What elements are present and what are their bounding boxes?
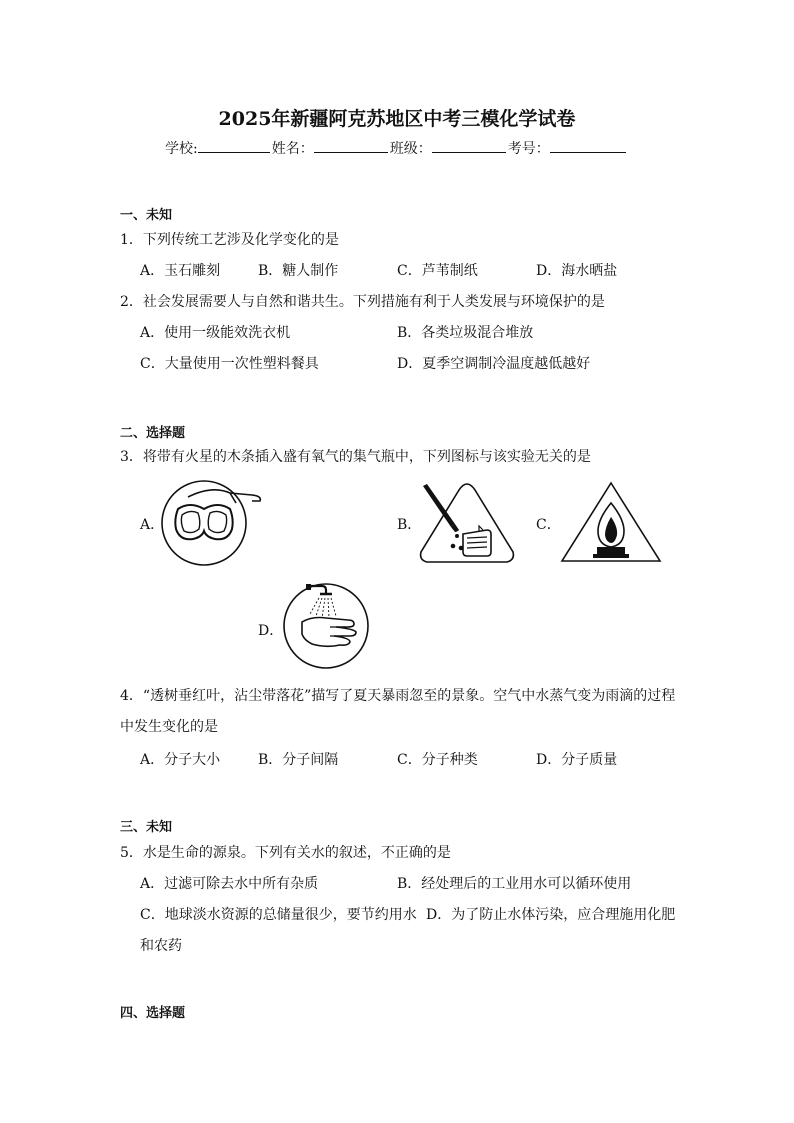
option-a[interactable]: A．过滤可除去水中所有杂质 bbox=[140, 876, 319, 892]
option-c[interactable]: C．大量使用一次性塑料餐具 bbox=[140, 356, 319, 372]
section-heading: 二、选择题 bbox=[120, 426, 186, 441]
question-stem: 2．社会发展需要人与自然和谐共生。下列措施有利于人类发展与环境保护的是 bbox=[120, 294, 605, 310]
goggles-icon[interactable] bbox=[160, 479, 270, 569]
wash-hands-icon[interactable] bbox=[282, 582, 372, 672]
option-d[interactable]: D．分子质量 bbox=[536, 752, 618, 768]
school-blank[interactable] bbox=[198, 140, 270, 153]
option-b[interactable]: B．分子间隔 bbox=[258, 752, 339, 768]
option-b[interactable]: B．糖人制作 bbox=[258, 263, 339, 279]
option-c[interactable]: C．芦苇制纸 bbox=[397, 263, 478, 279]
corrosive-hand-icon[interactable] bbox=[417, 480, 517, 566]
question-stem: 5．水是生命的源泉。下列有关水的叙述，不正确的是 bbox=[120, 845, 451, 861]
option-d-label[interactable]: D． bbox=[258, 623, 284, 639]
option-d[interactable]: D．夏季空调制冷温度越低越好 bbox=[397, 356, 591, 372]
class-blank[interactable] bbox=[432, 140, 506, 153]
question-stem: 1．下列传统工艺涉及化学变化的是 bbox=[120, 232, 339, 248]
section-heading: 三、未知 bbox=[120, 820, 173, 835]
option-b-label[interactable]: B． bbox=[397, 517, 422, 533]
option-b[interactable]: B．经处理后的工业用水可以循环使用 bbox=[397, 876, 632, 892]
exam-no-label: 考号： bbox=[507, 141, 550, 157]
option-c[interactable]: C．地球淡水资源的总储量很少，要节约用水 bbox=[140, 907, 417, 923]
page-title: 2025年新疆阿克苏地区中考三模化学试卷 bbox=[218, 108, 576, 130]
option-d[interactable]: D．为了防止水体污染，应合理施用化肥 bbox=[426, 907, 676, 923]
section-heading: 四、选择题 bbox=[120, 1006, 186, 1021]
option-c-label[interactable]: C． bbox=[536, 517, 561, 533]
question-stem-cont: 中发生变化的是 bbox=[120, 719, 218, 735]
section-heading: 一、未知 bbox=[120, 208, 173, 223]
exam-no-blank[interactable] bbox=[550, 140, 626, 153]
question-stem: 4．“透树垂红叶，沾尘带落花”描写了夏天暴雨忽至的景象。空气中水蒸气变为雨滴的过程 bbox=[120, 688, 676, 704]
class-label: 班级： bbox=[389, 141, 432, 157]
option-a-label[interactable]: A． bbox=[140, 517, 165, 533]
option-a[interactable]: A．使用一级能效洗衣机 bbox=[140, 325, 291, 341]
school-label: 学校: bbox=[165, 141, 198, 157]
name-label: 姓名： bbox=[271, 141, 314, 157]
name-blank[interactable] bbox=[314, 140, 388, 153]
option-a[interactable]: A．玉石雕刻 bbox=[140, 263, 221, 279]
option-d-cont: 和农药 bbox=[140, 938, 182, 954]
option-a[interactable]: A．分子大小 bbox=[140, 752, 221, 768]
option-d[interactable]: D．海水晒盐 bbox=[536, 263, 618, 279]
flammable-flame-icon[interactable] bbox=[558, 479, 664, 565]
option-c[interactable]: C．分子种类 bbox=[397, 752, 478, 768]
question-stem: 3．将带有火星的木条插入盛有氧气的集气瓶中，下列图标与该实验无关的是 bbox=[120, 449, 591, 465]
student-info-line bbox=[165, 138, 628, 158]
option-b[interactable]: B．各类垃圾混合堆放 bbox=[397, 325, 534, 341]
